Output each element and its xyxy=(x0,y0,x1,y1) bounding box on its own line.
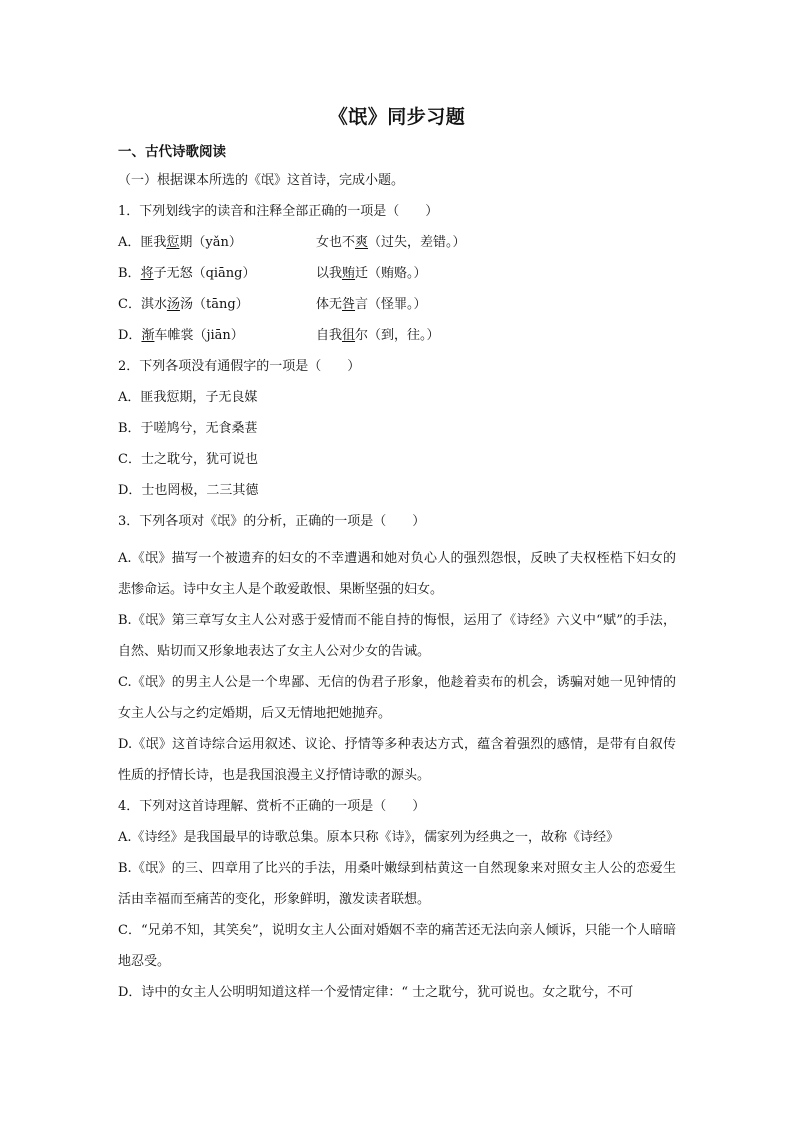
page-title: 《氓》同步习题 xyxy=(328,106,466,128)
underlined-char: 爽 xyxy=(355,235,369,250)
option-text: C．淇水 xyxy=(118,297,167,312)
question-4-stem: 4．下列对这首诗理解、赏析不正确的一项是（ ） xyxy=(118,799,426,814)
intro-line: （一）根据课本所选的《氓》这首诗，完成小题。 xyxy=(118,173,405,188)
question-2-option-d: D．士也罔极，二三其德 xyxy=(118,483,259,498)
question-2-option-a: A．匪我愆期，子无良媒 xyxy=(118,390,258,405)
option-text: 尔（到，往。） xyxy=(355,328,440,343)
question-2-option-b: B．于嗟鸠兮，无食桑葚 xyxy=(118,421,258,436)
option-pinyin xyxy=(118,264,316,284)
question-2-option-c: C．士之耽兮，犹可说也 xyxy=(118,452,258,467)
option-text: 车帷裳（jiān） xyxy=(154,328,244,343)
underlined-char: 咎 xyxy=(342,297,356,312)
option-pinyin xyxy=(118,233,316,253)
question-2-stem: 2．下列各项没有通假字的一项是（ ） xyxy=(118,359,361,374)
question-4-option-b: B.《氓》的三、四章用了比兴的手法，用桑叶嫩绿到枯黄这一自然现象来对照女主人公的恋爱生活由幸福而至痛苦的变化，形象鲜明，激发读者联想。 xyxy=(118,861,676,907)
option-text: B． xyxy=(118,266,141,281)
underlined-char: 徂 xyxy=(342,328,356,343)
option-pinyin xyxy=(118,295,316,315)
option-gloss xyxy=(316,295,427,315)
question-4-option-a: A.《诗经》是我国最早的诗歌总集。原本只称《诗》，儒家列为经典之一，故称《诗经》 xyxy=(118,830,620,845)
option-text: 期（yǎn） xyxy=(179,235,242,250)
option-text: 子无怒（qiāng） xyxy=(153,266,256,281)
option-gloss xyxy=(316,264,427,284)
option-gloss xyxy=(316,233,466,253)
question-4-option-c: C．“兄弟不知，其笑矣”，说明女主人公面对婚姻不幸的痛苦还无法向亲人倾诉，只能一个人暗暗地忍受。 xyxy=(118,923,676,969)
question-3-option-c: C.《氓》的男主人公是一个卑鄙、无信的伪君子形象，他趁着卖布的机会，诱骗对她一见钟情的女主人公与之约定婚期，后又无情地把她抛弃。 xyxy=(118,675,676,721)
option-text: A．匪我 xyxy=(118,235,167,250)
underlined-char: 贿 xyxy=(342,266,356,281)
option-gloss xyxy=(316,326,440,346)
option-text: 迁（贿赂。） xyxy=(355,266,427,281)
question-1-option-d xyxy=(118,326,676,346)
question-1-stem: 1．下列划线字的读音和注释全部正确的一项是（ ） xyxy=(118,204,439,219)
question-3-option-a: A.《氓》描写一个被遗弃的妇女的不幸遭遇和她对负心人的强烈怨恨，反映了夫权桎梏下妇女的悲惨命运。诗中女主人是个敢爱敢恨、果断坚强的妇女。 xyxy=(118,551,676,597)
option-text: 以我 xyxy=(316,266,343,281)
option-text: D． xyxy=(118,328,142,343)
question-1-option-a xyxy=(118,233,676,253)
option-pinyin xyxy=(118,326,316,346)
option-text: （过失，差错。） xyxy=(368,235,466,250)
question-3-option-d: D.《氓》这首诗综合运用叙述、议论、抒情等多种表达方式，蕴含着强烈的感情，是带有自叙传性质的抒情长诗，也是我国浪漫主义抒情诗歌的源头。 xyxy=(118,737,676,783)
option-text: 体无 xyxy=(316,297,343,312)
option-text: 言（怪罪。） xyxy=(355,297,427,312)
section-heading: 一、古代诗歌阅读 xyxy=(118,144,226,160)
underlined-char: 将 xyxy=(140,266,154,281)
option-text: 女也不 xyxy=(316,235,356,250)
underlined-char: 愆 xyxy=(166,235,180,250)
question-3-stem: 3．下列各项对《氓》的分析，正确的一项是（ ） xyxy=(118,514,426,529)
question-3-option-b: B.《氓》第三章写女主人公对惑于爱情而不能自持的悔恨，运用了《诗经》六义中“赋”的手法，自然、贴切而又形象地表达了女主人公对少女的告诫。 xyxy=(118,613,676,659)
question-1-option-b xyxy=(118,264,676,284)
question-4-option-d: D．诗中的女主人公明明知道这样一个爱情定律：“ 士之耽兮，犹可说也。女之耽兮，不可 xyxy=(118,985,634,1000)
question-1-option-c xyxy=(118,295,676,315)
option-text: 汤（tāng） xyxy=(179,297,249,312)
underlined-char: 渐 xyxy=(141,328,155,343)
document-body xyxy=(118,104,676,1008)
option-text: 自我 xyxy=(316,328,343,343)
underlined-char: 汤 xyxy=(166,297,180,312)
